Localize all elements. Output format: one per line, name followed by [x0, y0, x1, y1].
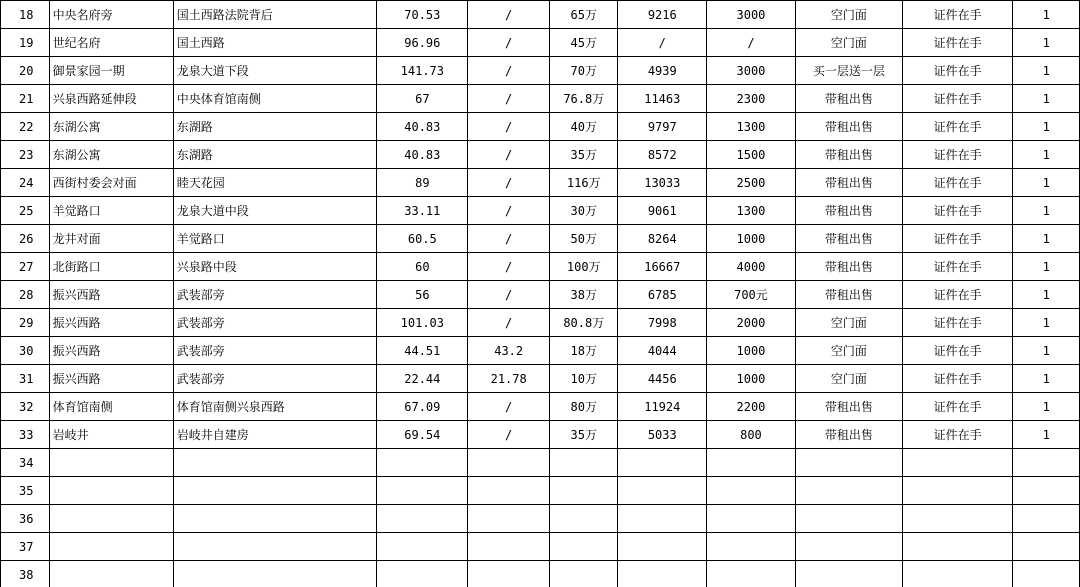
cell-certificate[interactable]: 证件在手: [902, 421, 1012, 449]
cell-certificate[interactable]: 证件在手: [902, 85, 1012, 113]
cell-total-price[interactable]: [550, 533, 618, 561]
cell-count[interactable]: 1: [1013, 393, 1080, 421]
cell-certificate[interactable]: 证件在手: [902, 169, 1012, 197]
cell-area[interactable]: 67: [377, 85, 468, 113]
cell-rent[interactable]: 1300: [707, 197, 796, 225]
cell-total-price[interactable]: 76.8万: [550, 85, 618, 113]
cell-row-number[interactable]: 23: [1, 141, 50, 169]
cell-area[interactable]: 96.96: [377, 29, 468, 57]
cell-certificate[interactable]: 证件在手: [902, 225, 1012, 253]
cell-area[interactable]: 44.51: [377, 337, 468, 365]
cell-area[interactable]: 22.44: [377, 365, 468, 393]
cell-unit-price[interactable]: [618, 561, 707, 587]
cell-rent[interactable]: 2200: [707, 393, 796, 421]
cell-inner-area[interactable]: /: [468, 393, 550, 421]
cell-total-price[interactable]: 100万: [550, 253, 618, 281]
cell-inner-area[interactable]: 43.2: [468, 337, 550, 365]
cell-row-number[interactable]: 30: [1, 337, 50, 365]
cell-certificate[interactable]: 证件在手: [902, 57, 1012, 85]
cell-area[interactable]: 67.09: [377, 393, 468, 421]
cell-inner-area[interactable]: [468, 505, 550, 533]
cell-area[interactable]: [377, 533, 468, 561]
cell-address[interactable]: 龙泉大道下段: [173, 57, 377, 85]
cell-location[interactable]: 振兴西路: [49, 309, 173, 337]
cell-location[interactable]: 西街村委会对面: [49, 169, 173, 197]
table-row: [1, 477, 1080, 505]
cell-status[interactable]: 买一层送一层: [795, 57, 902, 85]
cell-address[interactable]: 武装部旁: [173, 337, 377, 365]
cell-status[interactable]: [795, 477, 902, 505]
table-row: [1, 141, 1080, 169]
cell-row-number[interactable]: 20: [1, 57, 50, 85]
cell-row-number[interactable]: 28: [1, 281, 50, 309]
cell-count[interactable]: 1: [1013, 225, 1080, 253]
cell-status[interactable]: [795, 533, 902, 561]
cell-total-price[interactable]: 80.8万: [550, 309, 618, 337]
cell-row-number[interactable]: 31: [1, 365, 50, 393]
cell-rent[interactable]: 800: [707, 421, 796, 449]
cell-count[interactable]: 1: [1013, 365, 1080, 393]
cell-unit-price[interactable]: 5033: [618, 421, 707, 449]
cell-status[interactable]: 带租出售: [795, 393, 902, 421]
table-row: [1, 309, 1080, 337]
cell-inner-area[interactable]: /: [468, 1, 550, 29]
table-row: [1, 225, 1080, 253]
cell-location[interactable]: 龙井对面: [49, 225, 173, 253]
cell-row-number[interactable]: 27: [1, 253, 50, 281]
cell-total-price[interactable]: 18万: [550, 337, 618, 365]
cell-address[interactable]: 兴泉路中段: [173, 253, 377, 281]
cell-unit-price[interactable]: [618, 533, 707, 561]
cell-row-number[interactable]: 18: [1, 1, 50, 29]
cell-total-price[interactable]: [550, 561, 618, 587]
cell-rent[interactable]: 1000: [707, 365, 796, 393]
cell-address[interactable]: 体育馆南侧兴泉西路: [173, 393, 377, 421]
cell-total-price[interactable]: 65万: [550, 1, 618, 29]
cell-unit-price[interactable]: [618, 449, 707, 477]
cell-address[interactable]: 龙泉大道中段: [173, 197, 377, 225]
cell-address[interactable]: [173, 505, 377, 533]
cell-certificate[interactable]: 证件在手: [902, 393, 1012, 421]
table-row: [1, 57, 1080, 85]
cell-area[interactable]: 60.5: [377, 225, 468, 253]
cell-inner-area[interactable]: /: [468, 309, 550, 337]
cell-unit-price[interactable]: 6785: [618, 281, 707, 309]
cell-rent[interactable]: 2000: [707, 309, 796, 337]
cell-unit-price[interactable]: 11924: [618, 393, 707, 421]
cell-rent[interactable]: 1000: [707, 225, 796, 253]
cell-row-number[interactable]: 21: [1, 85, 50, 113]
cell-location[interactable]: 体育馆南侧: [49, 393, 173, 421]
cell-certificate[interactable]: [902, 477, 1012, 505]
cell-unit-price[interactable]: 8264: [618, 225, 707, 253]
cell-certificate[interactable]: [902, 533, 1012, 561]
cell-count[interactable]: 1: [1013, 309, 1080, 337]
cell-certificate[interactable]: 证件在手: [902, 309, 1012, 337]
cell-total-price[interactable]: 38万: [550, 281, 618, 309]
table-row: [1, 113, 1080, 141]
cell-area[interactable]: [377, 561, 468, 587]
cell-count[interactable]: 1: [1013, 169, 1080, 197]
cell-inner-area[interactable]: /: [468, 29, 550, 57]
cell-area[interactable]: [377, 477, 468, 505]
cell-status[interactable]: 空门面: [795, 29, 902, 57]
cell-row-number[interactable]: 22: [1, 113, 50, 141]
cell-count[interactable]: 1: [1013, 253, 1080, 281]
cell-inner-area[interactable]: /: [468, 57, 550, 85]
cell-inner-area[interactable]: [468, 449, 550, 477]
cell-row-number[interactable]: 25: [1, 197, 50, 225]
cell-address[interactable]: 东湖路: [173, 113, 377, 141]
cell-rent[interactable]: 3000: [707, 1, 796, 29]
cell-status[interactable]: 带租出售: [795, 225, 902, 253]
cell-unit-price[interactable]: 11463: [618, 85, 707, 113]
cell-count[interactable]: [1013, 505, 1080, 533]
cell-area[interactable]: 89: [377, 169, 468, 197]
cell-total-price[interactable]: 10万: [550, 365, 618, 393]
cell-count[interactable]: 1: [1013, 281, 1080, 309]
cell-rent[interactable]: [707, 533, 796, 561]
cell-location[interactable]: 羊觉路口: [49, 197, 173, 225]
cell-row-number[interactable]: 29: [1, 309, 50, 337]
cell-location[interactable]: 东湖公寓: [49, 113, 173, 141]
cell-location[interactable]: 东湖公寓: [49, 141, 173, 169]
cell-row-number[interactable]: 38: [1, 561, 50, 587]
cell-total-price[interactable]: [550, 505, 618, 533]
cell-address[interactable]: [173, 533, 377, 561]
cell-certificate[interactable]: [902, 561, 1012, 587]
cell-unit-price[interactable]: 4044: [618, 337, 707, 365]
cell-area[interactable]: 60: [377, 253, 468, 281]
cell-rent[interactable]: 3000: [707, 57, 796, 85]
cell-rent[interactable]: [707, 561, 796, 587]
cell-unit-price[interactable]: 16667: [618, 253, 707, 281]
cell-area[interactable]: 40.83: [377, 113, 468, 141]
cell-area[interactable]: 101.03: [377, 309, 468, 337]
cell-inner-area[interactable]: 21.78: [468, 365, 550, 393]
table-row: [1, 561, 1080, 587]
cell-count[interactable]: [1013, 477, 1080, 505]
cell-rent[interactable]: 2500: [707, 169, 796, 197]
cell-row-number[interactable]: 37: [1, 533, 50, 561]
cell-location[interactable]: [49, 477, 173, 505]
cell-status[interactable]: 带租出售: [795, 113, 902, 141]
cell-location[interactable]: 振兴西路: [49, 365, 173, 393]
cell-location[interactable]: 中央名府旁: [49, 1, 173, 29]
table-row: [1, 197, 1080, 225]
cell-area[interactable]: 40.83: [377, 141, 468, 169]
cell-area[interactable]: [377, 449, 468, 477]
cell-area[interactable]: 70.53: [377, 1, 468, 29]
cell-inner-area[interactable]: [468, 561, 550, 587]
cell-rent[interactable]: 1300: [707, 113, 796, 141]
cell-inner-area[interactable]: /: [468, 281, 550, 309]
cell-total-price[interactable]: 45万: [550, 29, 618, 57]
table-row: [1, 337, 1080, 365]
cell-row-number[interactable]: 32: [1, 393, 50, 421]
cell-total-price[interactable]: 40万: [550, 113, 618, 141]
cell-unit-price[interactable]: /: [618, 29, 707, 57]
cell-total-price[interactable]: [550, 449, 618, 477]
cell-area[interactable]: 56: [377, 281, 468, 309]
cell-area[interactable]: [377, 505, 468, 533]
cell-row-number[interactable]: 24: [1, 169, 50, 197]
cell-address[interactable]: [173, 561, 377, 587]
cell-status[interactable]: 空门面: [795, 1, 902, 29]
cell-address[interactable]: 武装部旁: [173, 281, 377, 309]
cell-status[interactable]: [795, 449, 902, 477]
cell-address[interactable]: [173, 449, 377, 477]
cell-status[interactable]: 空门面: [795, 309, 902, 337]
cell-count[interactable]: [1013, 561, 1080, 587]
cell-count[interactable]: [1013, 533, 1080, 561]
cell-count[interactable]: 1: [1013, 1, 1080, 29]
cell-count[interactable]: 1: [1013, 421, 1080, 449]
cell-rent[interactable]: 1500: [707, 141, 796, 169]
cell-unit-price[interactable]: 7998: [618, 309, 707, 337]
cell-unit-price[interactable]: 4456: [618, 365, 707, 393]
cell-area[interactable]: 69.54: [377, 421, 468, 449]
cell-total-price[interactable]: 35万: [550, 141, 618, 169]
cell-row-number[interactable]: 34: [1, 449, 50, 477]
cell-address[interactable]: 武装部旁: [173, 309, 377, 337]
cell-address[interactable]: 中央体育馆南侧: [173, 85, 377, 113]
cell-count[interactable]: 1: [1013, 197, 1080, 225]
cell-count[interactable]: 1: [1013, 141, 1080, 169]
cell-address[interactable]: 国土西路法院背后: [173, 1, 377, 29]
cell-inner-area[interactable]: /: [468, 225, 550, 253]
cell-address[interactable]: 国土西路: [173, 29, 377, 57]
cell-status[interactable]: 空门面: [795, 337, 902, 365]
cell-certificate[interactable]: [902, 505, 1012, 533]
cell-location[interactable]: 岩岐井: [49, 421, 173, 449]
cell-unit-price[interactable]: 9061: [618, 197, 707, 225]
cell-rent[interactable]: [707, 477, 796, 505]
cell-count[interactable]: 1: [1013, 29, 1080, 57]
cell-row-number[interactable]: 36: [1, 505, 50, 533]
cell-total-price[interactable]: 35万: [550, 421, 618, 449]
cell-location[interactable]: 振兴西路: [49, 337, 173, 365]
table-row: [1, 1, 1080, 29]
cell-unit-price[interactable]: 9216: [618, 1, 707, 29]
cell-certificate[interactable]: 证件在手: [902, 281, 1012, 309]
cell-unit-price[interactable]: [618, 505, 707, 533]
cell-inner-area[interactable]: /: [468, 421, 550, 449]
cell-certificate[interactable]: 证件在手: [902, 29, 1012, 57]
cell-inner-area[interactable]: [468, 533, 550, 561]
cell-certificate[interactable]: 证件在手: [902, 365, 1012, 393]
cell-location[interactable]: 振兴西路: [49, 281, 173, 309]
cell-row-number[interactable]: 33: [1, 421, 50, 449]
cell-status[interactable]: [795, 561, 902, 587]
cell-address[interactable]: 武装部旁: [173, 365, 377, 393]
cell-rent[interactable]: 700元: [707, 281, 796, 309]
cell-rent[interactable]: /: [707, 29, 796, 57]
table-row: [1, 449, 1080, 477]
table-row: [1, 365, 1080, 393]
cell-status[interactable]: [795, 505, 902, 533]
cell-count[interactable]: 1: [1013, 85, 1080, 113]
cell-certificate[interactable]: 证件在手: [902, 141, 1012, 169]
table-row: [1, 281, 1080, 309]
cell-address[interactable]: 羊觉路口: [173, 225, 377, 253]
cell-count[interactable]: 1: [1013, 113, 1080, 141]
cell-total-price[interactable]: 70万: [550, 57, 618, 85]
cell-rent[interactable]: 1000: [707, 337, 796, 365]
cell-address[interactable]: 岩岐井自建房: [173, 421, 377, 449]
cell-inner-area[interactable]: /: [468, 85, 550, 113]
cell-location[interactable]: [49, 449, 173, 477]
table-row: [1, 29, 1080, 57]
cell-row-number[interactable]: 35: [1, 477, 50, 505]
cell-area[interactable]: 33.11: [377, 197, 468, 225]
cell-location[interactable]: 兴泉西路延伸段: [49, 85, 173, 113]
table-row: [1, 169, 1080, 197]
cell-location[interactable]: [49, 533, 173, 561]
cell-unit-price[interactable]: 4939: [618, 57, 707, 85]
cell-inner-area[interactable]: /: [468, 197, 550, 225]
cell-certificate[interactable]: 证件在手: [902, 113, 1012, 141]
cell-certificate[interactable]: 证件在手: [902, 197, 1012, 225]
table-row: [1, 533, 1080, 561]
cell-inner-area[interactable]: /: [468, 253, 550, 281]
cell-count[interactable]: [1013, 449, 1080, 477]
cell-status[interactable]: 带租出售: [795, 197, 902, 225]
cell-location[interactable]: [49, 505, 173, 533]
cell-unit-price[interactable]: [618, 477, 707, 505]
cell-status[interactable]: 空门面: [795, 365, 902, 393]
cell-total-price[interactable]: 30万: [550, 197, 618, 225]
cell-rent[interactable]: [707, 505, 796, 533]
table-row: [1, 393, 1080, 421]
cell-certificate[interactable]: 证件在手: [902, 337, 1012, 365]
cell-count[interactable]: 1: [1013, 57, 1080, 85]
cell-certificate[interactable]: 证件在手: [902, 1, 1012, 29]
cell-total-price[interactable]: 50万: [550, 225, 618, 253]
cell-address[interactable]: 睦天花园: [173, 169, 377, 197]
cell-rent[interactable]: 4000: [707, 253, 796, 281]
cell-rent[interactable]: 2300: [707, 85, 796, 113]
cell-status[interactable]: 带租出售: [795, 253, 902, 281]
cell-location[interactable]: 北街路口: [49, 253, 173, 281]
table-row: [1, 85, 1080, 113]
cell-inner-area[interactable]: [468, 477, 550, 505]
cell-area[interactable]: 141.73: [377, 57, 468, 85]
table-row: [1, 253, 1080, 281]
cell-row-number[interactable]: 19: [1, 29, 50, 57]
cell-address[interactable]: [173, 477, 377, 505]
table-row: [1, 421, 1080, 449]
cell-location[interactable]: 御景家园一期: [49, 57, 173, 85]
cell-row-number[interactable]: 26: [1, 225, 50, 253]
cell-inner-area[interactable]: /: [468, 141, 550, 169]
cell-unit-price[interactable]: 9797: [618, 113, 707, 141]
cell-unit-price[interactable]: 13033: [618, 169, 707, 197]
cell-unit-price[interactable]: 8572: [618, 141, 707, 169]
cell-count[interactable]: 1: [1013, 337, 1080, 365]
cell-status[interactable]: 带租出售: [795, 85, 902, 113]
cell-certificate[interactable]: 证件在手: [902, 253, 1012, 281]
cell-location[interactable]: 世纪名府: [49, 29, 173, 57]
cell-status[interactable]: 带租出售: [795, 169, 902, 197]
cell-rent[interactable]: [707, 449, 796, 477]
cell-inner-area[interactable]: /: [468, 113, 550, 141]
cell-status[interactable]: 带租出售: [795, 281, 902, 309]
cell-address[interactable]: 东湖路: [173, 141, 377, 169]
table-row: [1, 505, 1080, 533]
cell-location[interactable]: [49, 561, 173, 587]
cell-inner-area[interactable]: /: [468, 169, 550, 197]
cell-certificate[interactable]: [902, 449, 1012, 477]
cell-total-price[interactable]: 116万: [550, 169, 618, 197]
cell-status[interactable]: 带租出售: [795, 141, 902, 169]
cell-total-price[interactable]: [550, 477, 618, 505]
cell-status[interactable]: 带租出售: [795, 421, 902, 449]
cell-total-price[interactable]: 80万: [550, 393, 618, 421]
